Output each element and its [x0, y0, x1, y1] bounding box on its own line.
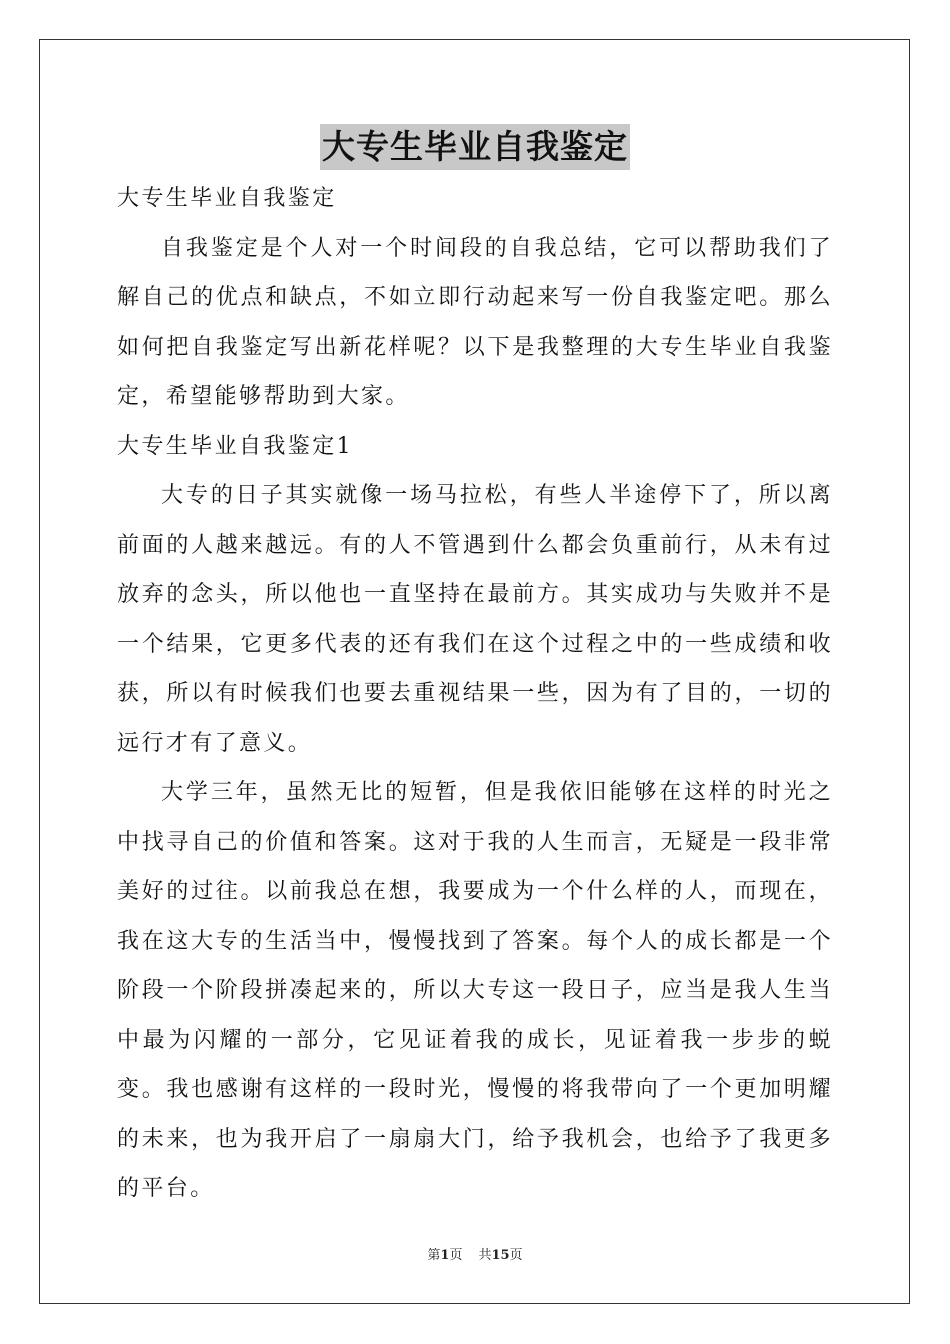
- section-heading: 大专生毕业自我鉴定1: [117, 433, 353, 459]
- page-suffix: 页: [449, 1248, 463, 1263]
- page-footer: [0, 1247, 950, 1265]
- total-pages-number: 15: [491, 1248, 510, 1263]
- body-paragraph-1: 大专的日子其实就像一场马拉松，有些人半途停下了，所以离前面的人越来越远。有的人不管遇到什么都会负重前行，从未有过放弃的念头，所以他也一直坚持在最前方。其实成功与失败并不是一个结果，它更多代表的还有我们在这个过程之中的一些成绩和收获，所以有时候我们也要去重视结果一些，因为有了目的，一切的远行才有了意义。: [117, 483, 833, 756]
- title-container: [0, 124, 950, 170]
- document-body: [117, 174, 833, 1214]
- document-title: 大专生毕业自我鉴定: [320, 124, 630, 170]
- total-prefix: 共: [478, 1248, 492, 1263]
- document-subtitle: 大专生毕业自我鉴定: [117, 186, 337, 211]
- current-page-number: 1: [440, 1248, 450, 1263]
- total-suffix: 页: [509, 1248, 523, 1263]
- body-paragraph-2: 大学三年，虽然无比的短暂，但是我依旧能够在这样的时光之中找寻自己的价值和答案。这对于我的人生而言，无疑是一段非常美好的过往。以前我总在想，我要成为一个什么样的人，而现在，我在这大专的生活当中，慢慢找到了答案。每个人的成长都是一个阶段一个阶段拼凑起来的，所以大专这一段日子，应当是我人生当中最为闪耀的一部分，它见证着我的成长，见证着我一步步的蜕变。我也感谢有这样的一段时光，慢慢的将我带向了一个更加明耀的未来，也为我开启了一扇扇大门，给予我机会，也给予了我更多的平台。: [117, 780, 833, 1201]
- intro-paragraph: 自我鉴定是个人对一个时间段的自我总结，它可以帮助我们了解自己的优点和缺点，不如立即行动起来写一份自我鉴定吧。那么如何把自我鉴定写出新花样呢？以下是我整理的大专生毕业自我鉴定，希望能够帮助到大家。: [117, 235, 833, 409]
- page-prefix: 第: [427, 1248, 441, 1263]
